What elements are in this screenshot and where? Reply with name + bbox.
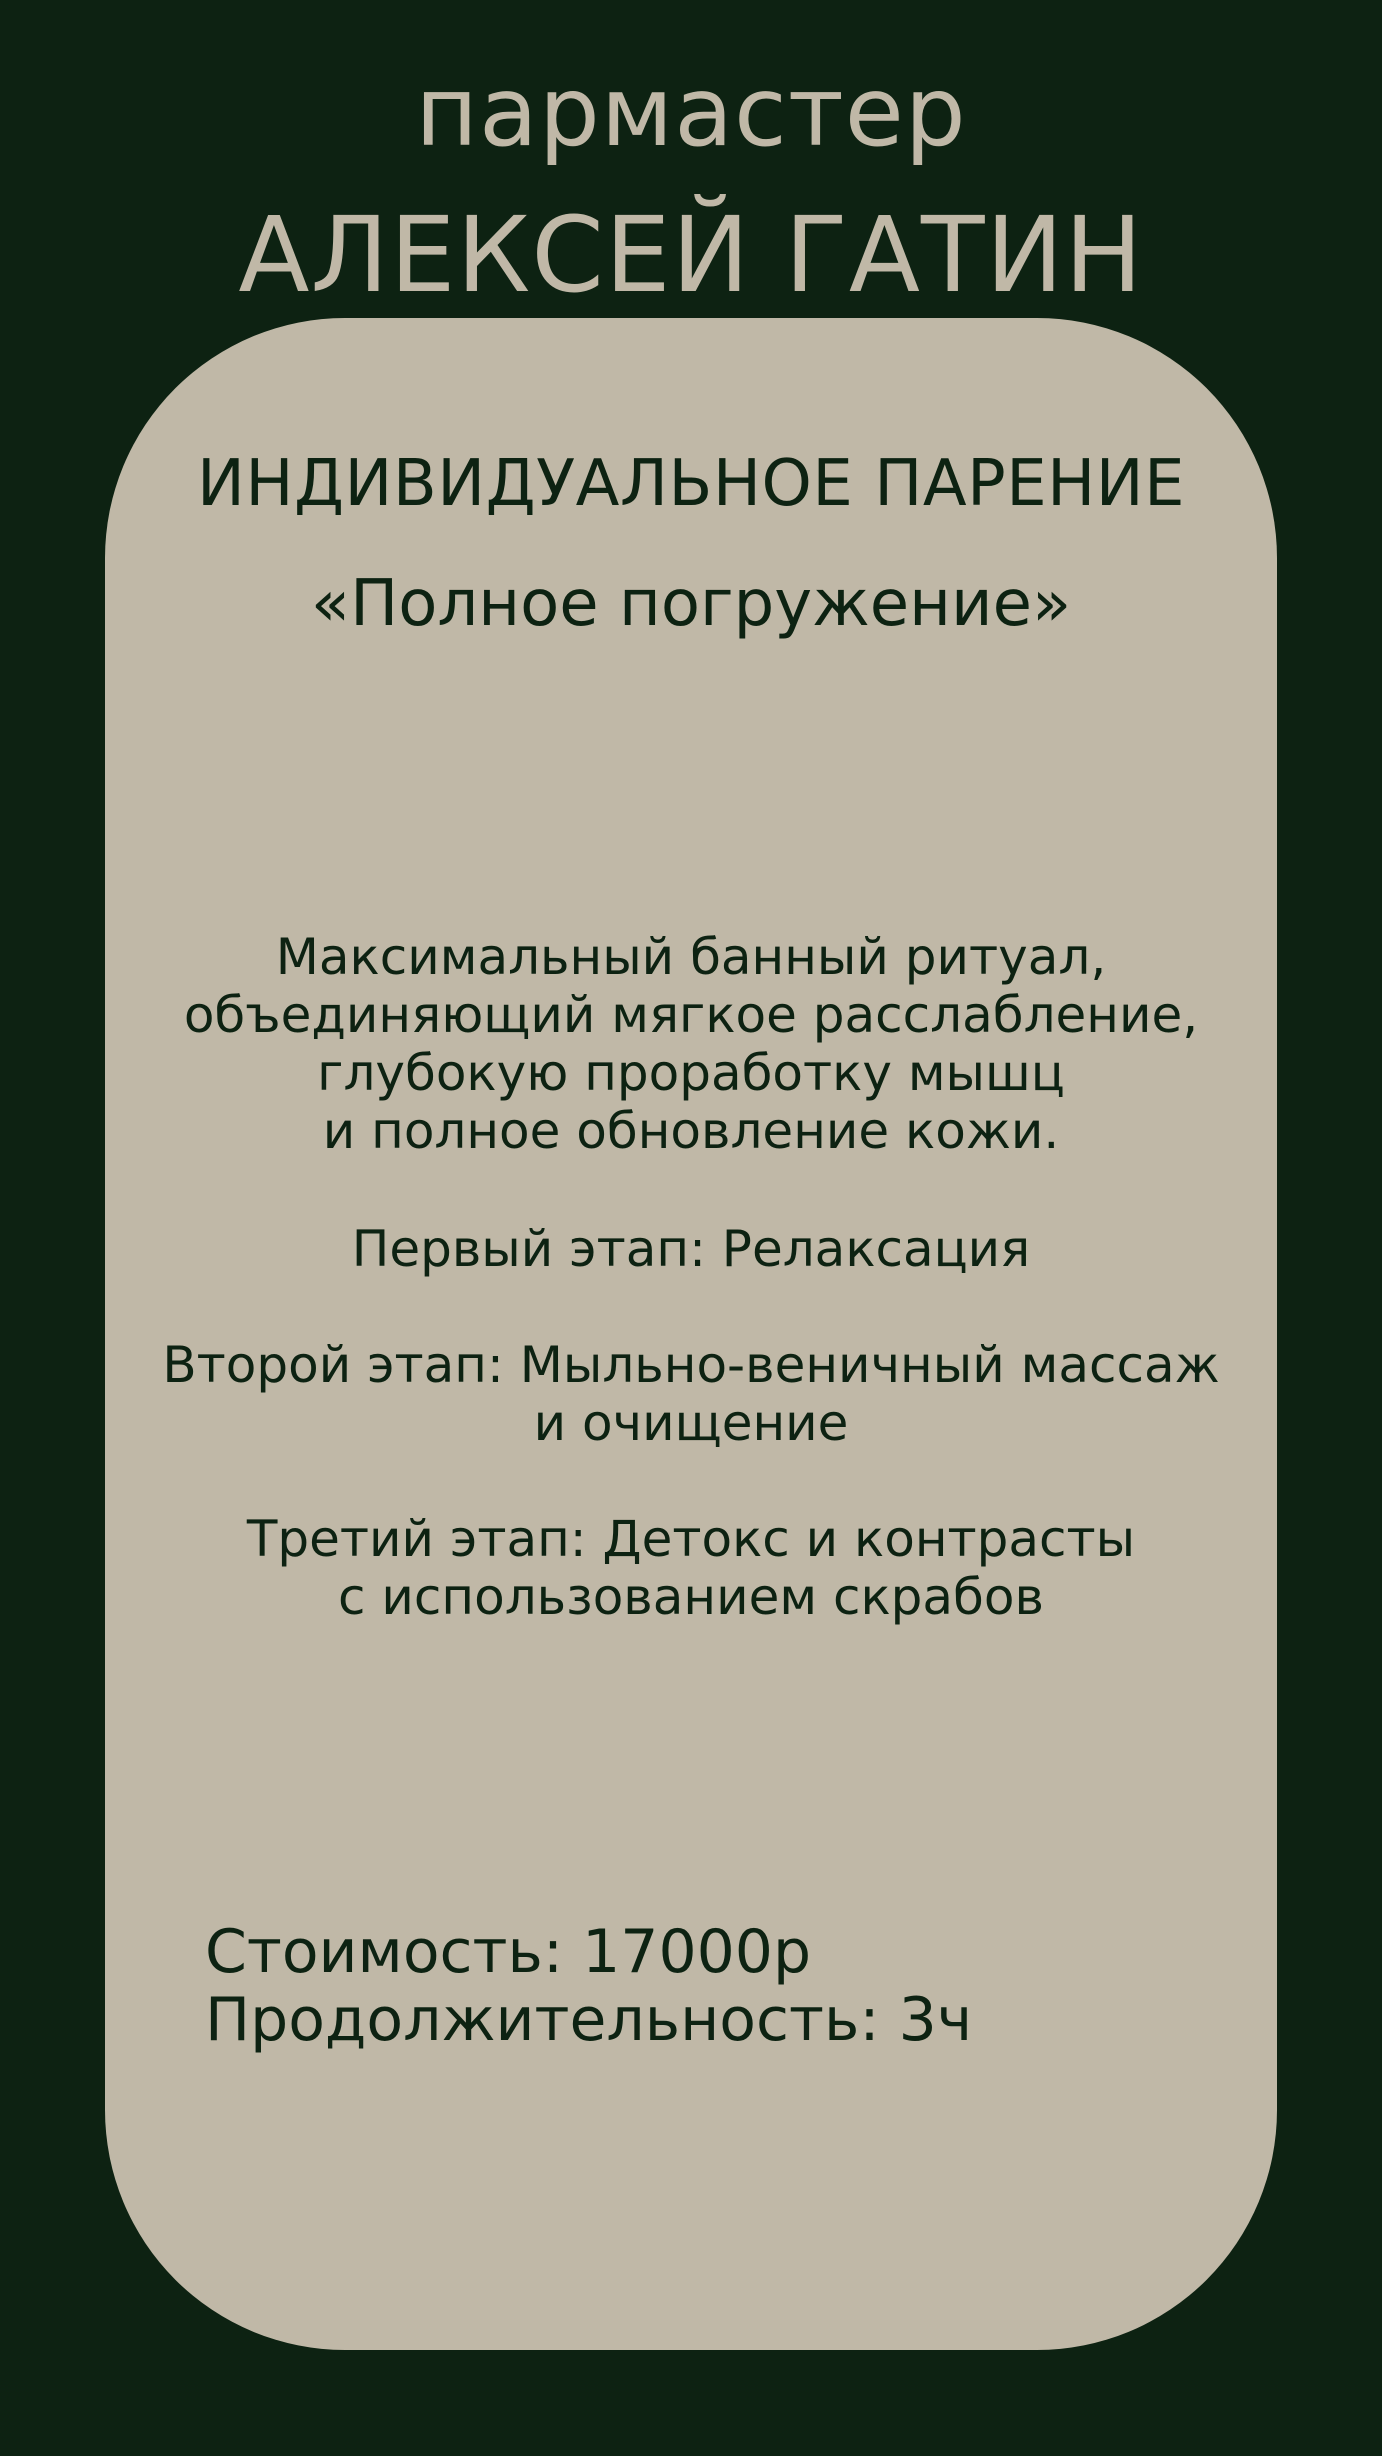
stage-line: с использованием скрабов: [338, 1568, 1044, 1626]
service-card: [105, 318, 1277, 2350]
stage-item-1: [105, 1220, 1277, 1278]
stage-item-2: [105, 1336, 1277, 1452]
duration-text: Продолжительность: 3ч: [205, 1985, 973, 2055]
service-type-heading: ИНДИВИДУАЛЬНОЕ ПАРЕНИЕ: [196, 447, 1186, 521]
master-title: пармастер: [415, 56, 967, 168]
description-line: объединяющий мягкое расслабление,: [183, 986, 1199, 1044]
stage-line: Второй этап: Мыльно-веничный массаж: [162, 1336, 1220, 1394]
master-name: АЛЕКСЕЙ ГАТИН: [238, 194, 1144, 316]
description-line: глубокую проработку мышц: [317, 1044, 1065, 1102]
description-line: Максимальный банный ритуал,: [275, 928, 1107, 986]
stage-line: и очищение: [533, 1394, 849, 1452]
stage-item-3: [105, 1510, 1277, 1626]
stage-line: Третий этап: Детокс и контрасты: [246, 1510, 1136, 1568]
stages-list: [105, 1220, 1277, 1684]
service-name-heading: «Полное погружение»: [310, 567, 1072, 641]
price-text: Стоимость: 17000р: [205, 1917, 812, 1987]
stage-line: Первый этап: Релаксация: [351, 1220, 1031, 1278]
description-line: и полное обновление кожи.: [322, 1102, 1060, 1160]
service-details: [205, 1918, 972, 2054]
service-description: [105, 928, 1277, 1160]
